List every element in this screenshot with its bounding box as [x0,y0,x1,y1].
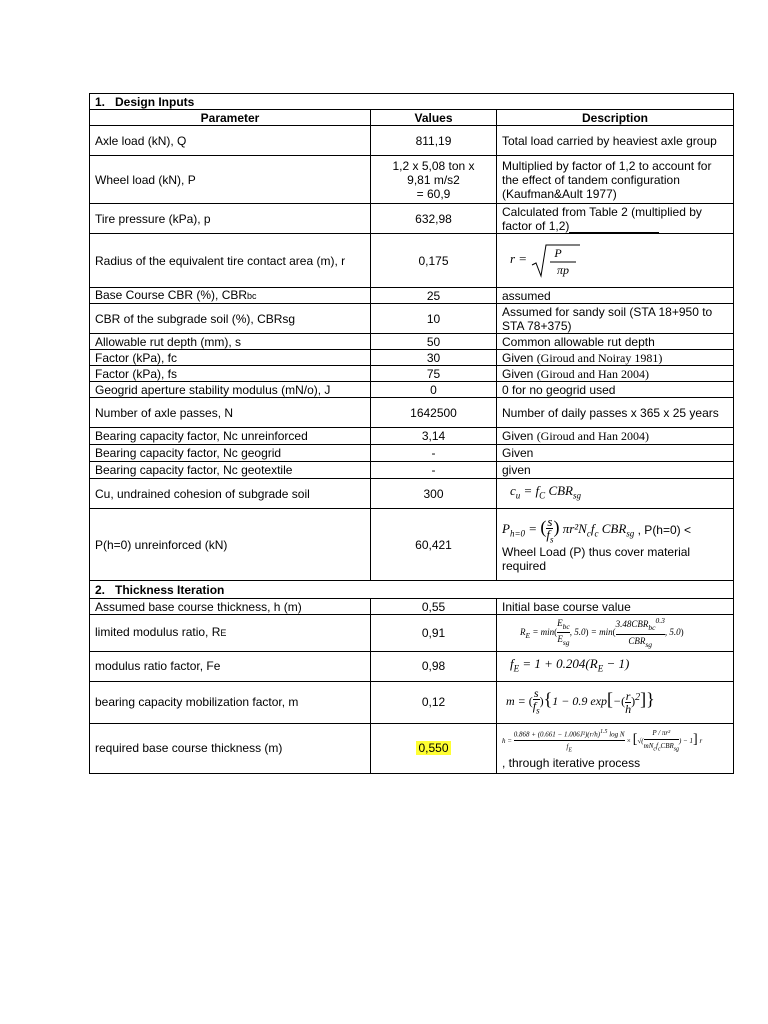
table-row [90,509,734,581]
value-cell: 25 [371,288,497,304]
desc-cell [497,428,734,445]
m-formula [497,681,734,723]
param-cell: Tire pressure (kPa), p [90,204,371,234]
value-cell: 811,19 [371,126,497,156]
section-row-thickness-iteration [90,581,734,599]
value-cell: 0,12 [371,681,497,723]
table-row [90,479,734,509]
desc-reference: (Giroud and Noiray 1981) [536,350,663,365]
param-cell: Number of axle passes, N [90,398,371,428]
param-cell: Assumed base course thickness, h (m) [90,599,371,615]
table-row [90,462,734,479]
table-row [90,334,734,350]
desc-text: , P(h=0) < [637,522,692,537]
value-line: = 60,9 [416,186,451,201]
desc-text: Given [502,350,537,365]
param-cell: Bearing capacity factor, Nc geotextile [90,462,371,479]
param-cell: Factor (kPa), fc [90,350,371,366]
desc-text: Calculated from Table 2 (multiplied by factor of 1,2) [502,204,702,233]
param-cell [90,288,371,304]
value-cell: 300 [371,479,497,509]
desc-text: Wheel Load (P) thus cover material required [502,545,691,574]
param-cell: Allowable rut depth (mm), s [90,334,371,350]
desc-cell [497,204,734,234]
table-row [90,723,734,773]
param-cell: Cu, undrained cohesion of subgrade soil [90,479,371,509]
param-cell: required base course thickness (m) [90,723,371,773]
h-equation: h = $\frac{0.868 + (0.661 - 1.006J^2)(r/h)^{1.5} \log N}{f_E}$ × [√( $\frac{\text{P / πr²}}{mN_cf_cCBR_{sg}}$ ) − 1] r [502,726,728,757]
desc-reference: (Giroud and Han 2004) [536,366,649,381]
table-row [90,156,734,204]
section-title: 1. Design Inputs [90,94,734,110]
value-cell: 10 [371,304,497,334]
desc-cell: assumed [497,288,734,304]
value-cell: - [371,462,497,479]
param-cell: Bearing capacity factor, Nc unreinforced [90,428,371,445]
value-cell: 632,98 [371,204,497,234]
value-cell: 0,98 [371,651,497,681]
param-cell: Axle load (kN), Q [90,126,371,156]
desc-cell [497,723,734,773]
value-cell [371,156,497,204]
table-row [90,304,734,334]
desc-cell [497,366,734,382]
param-text: limited modulus ratio, R [95,625,221,640]
ph0-equation: $P_{h=0}$ = ( $\frac{s}{f_s}$ ) $\pi r^2N_cf_c$ $CBR_{sg}$ [502,513,635,545]
table-row [90,445,734,462]
cu-equation: $c_u = f_C$ $CBR_{sg}$ [510,483,582,501]
param-cell: CBR of the subgrade soil (%), CBRsg [90,304,371,334]
param-cell [90,615,371,652]
value-cell: 50 [371,334,497,350]
desc-cell [497,509,734,581]
header-values: Values [371,110,497,126]
table-row [90,398,734,428]
table-row [90,350,734,366]
header-row [90,110,734,126]
svg-text:πp: πp [557,262,570,277]
value-cell: 0 [371,382,497,398]
table-row [90,599,734,615]
m-equation: m = ( $\frac{s}{f_s}$ ){1 − 0.9 exp[−( $\frac{r}{h}$ )$^2$]} [506,686,655,716]
desc-cell: Common allowable rut depth [497,334,734,350]
design-table [89,93,734,774]
desc-cell: Given [497,445,734,462]
param-text: Base Course CBR (%), CBR [95,288,248,302]
r-formula [497,234,734,288]
section-title: 2. Thickness Iteration [90,581,734,599]
table-row [90,366,734,382]
header-description: Description [497,110,734,126]
table-row [90,651,734,681]
param-cell: Wheel load (kN), P [90,156,371,204]
svg-text:P: P [554,245,563,260]
table-row [90,288,734,304]
param-cell: bearing capacity mobilization factor, m [90,681,371,723]
value-line: 1,2 x 5,08 ton x [392,158,475,173]
cu-formula [497,479,734,509]
fe-equation: $f_E = 1 + 0.204(R_E - 1)$ [510,655,630,674]
value-cell: 0,91 [371,615,497,652]
param-cell: P(h=0) unreinforced (kN) [90,509,371,581]
desc-cell: Total load carried by heaviest axle group [497,126,734,156]
s-over-fs-fraction: $\frac{s}{f_s}$ [546,513,554,545]
value-cell: - [371,445,497,462]
param-cell: Radius of the equivalent tire contact area (m), r [90,234,371,288]
value-cell: 0,175 [371,234,497,288]
value-line: 9,81 m/s2 [407,172,460,187]
desc-text: Given [502,366,537,381]
value-cell: 60,421 [371,509,497,581]
table-row [90,681,734,723]
fe-formula [497,651,734,681]
desc-cell [497,350,734,366]
param-cell: Geogrid aperture stability modulus (mN/o), J [90,382,371,398]
re-formula [497,615,734,652]
value-cell: 30 [371,350,497,366]
re-equation: $R_E = \min$( $\frac{E_{bc}}{E_{sg}}$ , 5.0) = min( $\frac{3.48CBR_{bc}^{0.3}}{CBR_{sg}}$ , 5.0) [520,616,684,649]
header-parameter: Parameter [90,110,371,126]
param-cell: Bearing capacity factor, Nc geogrid [90,445,371,462]
value-cell [371,723,497,773]
value-cell: 3,14 [371,428,497,445]
value-cell: 75 [371,366,497,382]
param-subscript: E [220,628,227,639]
table-row [90,428,734,445]
desc-cell: Number of daily passes x 365 x 25 years [497,398,734,428]
desc-cell: Multiplied by factor of 1,2 to account for the effect of tandem configuration (Kaufman&Ault 1977) [497,156,734,204]
desc-cell: given [497,462,734,479]
value-cell: 0,55 [371,599,497,615]
desc-cell: Initial base course value [497,599,734,615]
table-row [90,126,734,156]
sqrt-symbol [530,243,582,279]
desc-cell: Assumed for sandy soil (STA 18+950 to STA 78+375) [497,304,734,334]
param-cell: Factor (kPa), fs [90,366,371,382]
desc-text: Given [502,429,537,443]
desc-reference: (Giroud and Han 2004) [536,429,649,443]
value-cell: 1642500 [371,398,497,428]
r-equation: r = P πp [502,251,582,266]
param-cell: modulus ratio factor, Fe [90,651,371,681]
table-row [90,234,734,288]
desc-cell: 0 for no geogrid used [497,382,734,398]
highlighted-value: 0,550 [418,741,449,756]
table-row [90,382,734,398]
table-row [90,204,734,234]
section-row-design-inputs [90,94,734,110]
table-row [90,615,734,652]
underline-mark [569,222,659,233]
desc-text: , through iterative process [502,756,641,771]
param-subscript: bc [247,291,257,301]
